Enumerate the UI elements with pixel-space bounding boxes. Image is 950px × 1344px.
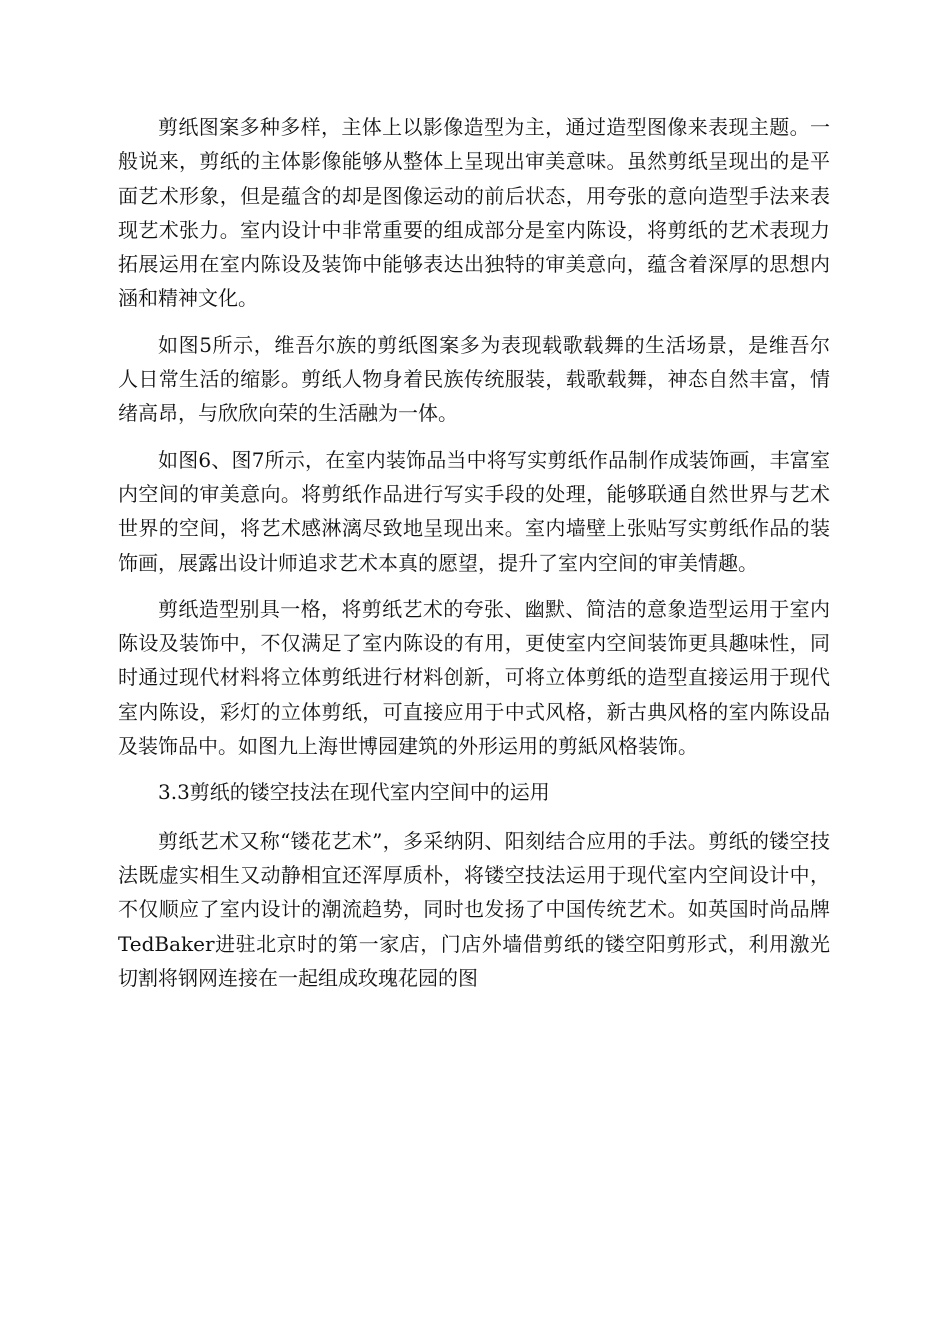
section-heading-3-3: 3.3剪纸的镂空技法在现代室内空间中的运用 xyxy=(158,780,550,805)
document-page xyxy=(118,110,830,1007)
paragraph-realistic-paper-cut-decor: 如图6、图7所示，在室内装饰品当中将写实剪纸作品制作成装饰画，丰富室内空间的审美意向。将剪纸作品进行写实手段的处理，能够联通自然世界与艺术世界的空间，将艺术感淋漓尽致地呈现出来。室内墙壁上张贴写实剪纸作品的装饰画，展露出设计师追求艺术本真的愿望，提升了室内空间的审美情趣。 xyxy=(118,447,830,575)
paragraph-paper-cut-imagery: 剪纸图案多种多样，主体上以影像造型为主，通过造型图像来表现主题。一般说来，剪纸的主体影像能够从整体上呈现出审美意味。虽然剪纸呈现出的是平面艺术形象，但是蕴含的却是图像运动的前后状态，用夸张的意向造型手法来表现艺术张力。室内设计中非常重要的组成部分是室内陈设，将剪纸的艺术表现力拓展运用在室内陈设及装饰中能够表达出独特的审美意向，蕴含着深厚的思想内涵和精神文化。 xyxy=(118,115,830,311)
paragraph-hollow-technique: 剪纸艺术又称“镂花艺术”，多采纳阴、阳刻结合应用的手法。剪纸的镂空技法既虚实相生又动静相宜还浑厚质朴，将镂空技法运用于现代室内空间设计中，不仅顺应了室内设计的潮流趋势，同时也发扬了中国传统艺术。如英国时尚品牌TedBaker进驻北京时的第一家店，门店外墙借剪纸的镂空阳剪形式，利用激光切割将钢网连接在一起组成玫瑰花园的图 xyxy=(118,828,830,990)
paragraph-uyghur-paper-cut: 如图5所示，维吾尔族的剪纸图案多为表现载歌载舞的生活场景，是维吾尔人日常生活的缩影。剪纸人物身着民族传统服装，载歌载舞，神态自然丰富，情绪高昂，与欣欣向荣的生活融为一体。 xyxy=(118,332,830,426)
paragraph-paper-cut-modeling: 剪纸造型别具一格，将剪纸艺术的夸张、幽默、简洁的意象造型运用于室内陈设及装饰中，不仅满足了室内陈设的有用，更使室内空间装饰更具趣味性，同时通过现代材料将立体剪纸进行材料创新，可将立体剪纸的造型直接运用于现代室内陈设，彩灯的立体剪纸，可直接应用于中式风格，新古典风格的室内陈设品及装饰品中。如图九上海世博园建筑的外形运用的剪紙风格装饰。 xyxy=(118,596,830,759)
